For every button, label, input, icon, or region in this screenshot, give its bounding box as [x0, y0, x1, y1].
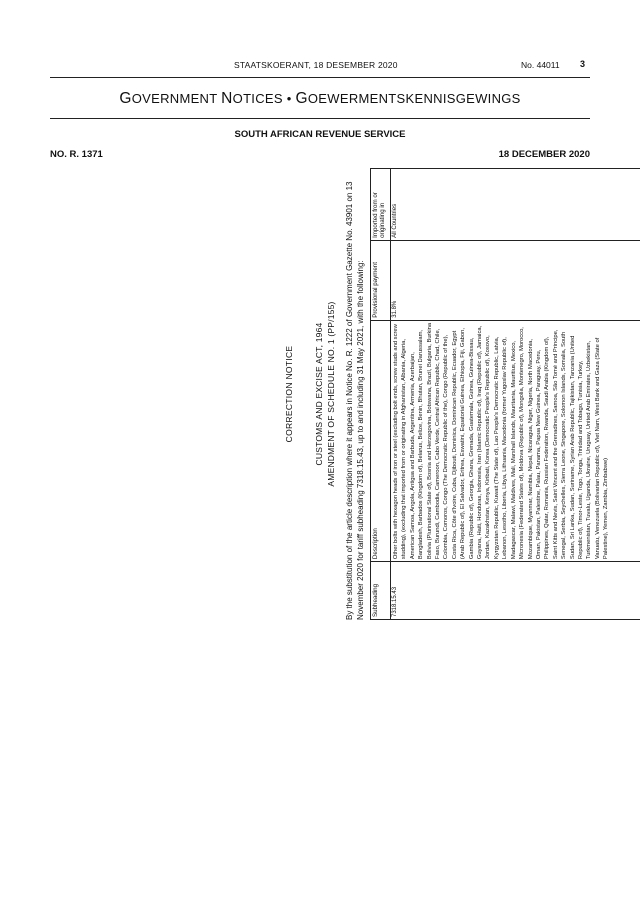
subheading-cell: 7318.15.43: [391, 562, 640, 620]
gazette-name: STAATSKOERANT, 18 DESEMBER 2020: [234, 60, 398, 70]
gazette-header: [0, 58, 640, 72]
table-header-row: [371, 169, 391, 620]
column-header: Description: [371, 320, 391, 561]
act-name: CUSTOMS AND EXCISE ACT, 1964: [314, 322, 324, 466]
notice-date: 18 DECEMBER 2020: [498, 149, 590, 160]
column-header: Provisional payment: [371, 240, 391, 320]
title-divider: [50, 118, 590, 119]
notice-number: NO. R. 1371: [50, 149, 103, 160]
provisional-payment-cell: 31.8%: [391, 240, 640, 320]
notice-heading: CORRECTION NOTICE: [284, 345, 294, 443]
page-number: 3: [580, 59, 586, 69]
column-header: Subheading: [371, 562, 391, 620]
description-cell: Other bolts with hexagon heads of iron or steel (excluding bolt ends, screw studs and screw studding), (excluding that imported from or originating in Afghanistan, Albania, Algeria, American Samoa, Angola, Antigua and Barbuda, Argentina, Armenia, Azerbaijan, Bangladesh, Barbados (Kingdom of), Belarus, Belize, Benin, Bhutan, Brunei Darussalam, Bolivia (Plurinational State of), Bosnia and Herzegovina, Botswana, Brazil, Bulgaria, Burkina Faso, Burundi, Cambodia, Cameroon, Cabo Verde, Central African Republic, Chad, Chile, Colombia, Comoros, Congo (The Democratic Republic of the), Congo (Republic of the), Costa Rica, Côte d'Ivoire, Cuba, Djibouti, Dominica, Dominican Republic, Ecuador, Egypt (Arab Republic of), El Salvador, Eritrea, Eswatini, Equatorial Guinea, Ethiopia, Fiji, Gabon, Gambia (Republic of), Georgia, Ghana, Grenada, Guatemala, Guinea, Guinea-Bissau, Guyana, Haiti, Honduras, Indonesia, Iran (Islamic Republic of), Iraq (Republic of), Jamaica, Jordan, Kazakhstan, Kenya, Kiribati, Korea (Democratic People's Republic of), Kosovo, Kyrgyzstan Republic, Kuwait (The State of), Lao People's Democratic Republic, Latvia, Lebanon, Lesotho, Liberia, Libya, Lithuania, Macedonia (former Yugoslav Republic of), Madagascar, Malawi, Maldives, Mali, Marshall Islands, Mauritania, Mauritius, Mexico, Micronesia (Federated States of), Moldova (Republic of), Mongolia, Montenegro, Morocco, Mozambique, Myanmar, Namibia, Nepal, Nicaragua, Niger, Nigeria, North Macedonia, Oman, Pakistan, Palestine, Palau, Panama, Papua New Guinea, Paraguay, Peru, Philippines, Qatar, Romania, Russian Federation, Rwanda, Saudi Arabia (Kingdom of), Saint Kitts and Nevis, Saint Vincent and the Grenadines, Samoa, São Tomé and Principe, Senegal, Serbia, Seychelles, Sierra Leone, Singapore, Solomon Islands, Somalia, South Sudan, Sri Lanka, Sudan, Suriname, Syrian Arab Republic, Tajikistan, Tanzania (United Republic of), Timor-Leste, Togo, Tonga, Trinidad and Tobago, Tunisia, Turkey, Turkmenistan, Tuvalu, Uganda, Ukraine, Uruguay, United Arab Emirates, Uzbekistan, Vanuatu, Venezuela (Bolivarian Republic of), Viet Nam, West Bank and Gaza (State of Palestine), Yemen, Zambia, Zimbabwe): [391, 320, 640, 561]
gazette-number: No. 44011: [521, 60, 560, 70]
notice-intro: By the substitution of the article description where it appears in Notice No. R. 1222 of Government Gazette No. 43901 on 13 November 2020 for tariff subheading 7318.15.43, up to and including 31 May 2021, with the following:: [345, 181, 365, 620]
header-divider: [50, 77, 590, 78]
table-row: [391, 169, 640, 620]
column-header: Imported from or originating in: [371, 169, 391, 241]
origin-cell: All Countries: [391, 169, 640, 241]
organisation-name: SOUTH AFRICAN REVENUE SERVICE: [234, 129, 406, 140]
tariff-table: [370, 168, 640, 620]
rotated-notice: [170, 168, 610, 620]
amendment-title: AMENDMENT OF SCHEDULE NO. 1 (PP/155): [326, 301, 336, 487]
section-title: GOVERNMENT NOTICES • GOEWERMENTSKENNISGEWINGS: [119, 90, 521, 107]
